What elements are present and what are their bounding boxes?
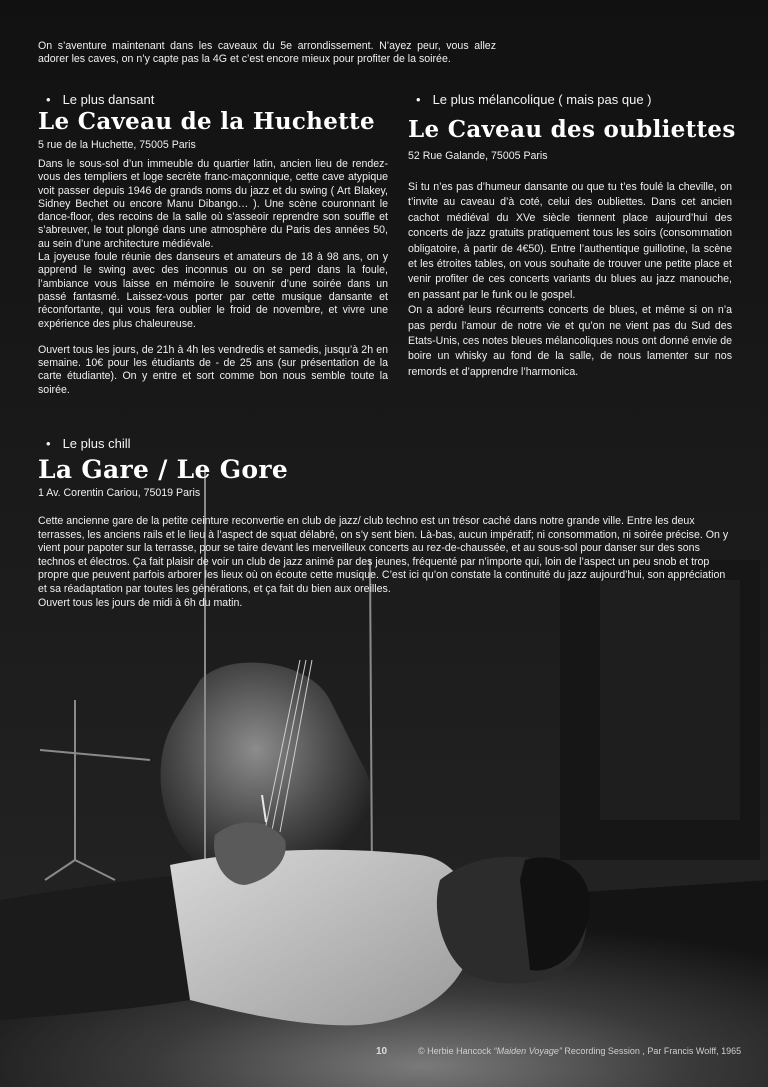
paragraph: Ouvert tous les jours, de 21h à 4h les vendredis et samedis, jusqu’à 2h en semaine. 10€ pour les étudiants de - de 25 ans (sur présentation de la carte étudiante). On y entre et sort comme bon nous semble toute la soirée. [38, 343, 388, 396]
venue-description-huchette [38, 158, 388, 397]
paragraph: Ouvert tous les jours de midi à 6h du matin. [38, 596, 243, 609]
venue-title-la-gare: La Gare / Le Gore [38, 455, 289, 484]
spacer [38, 331, 388, 344]
intro-text: On s’aventure maintenant dans les caveaux du 5e arrondissement. N’ayez peur, vous allez adorer les caves, on n’y capte pas la 4G et c’est encore mieux pour profiter de la soirée. [38, 40, 496, 66]
credit-prefix: © Herbie Hancock [418, 1046, 494, 1056]
photo-credit [418, 1046, 741, 1056]
paragraph: Cette ancienne gare de la petite ceinture reconvertie en club de jazz/ club techno est un trésor caché dans notre grande ville. Entre les deux terrasses, les anciens rails et le lieu à l’aspect de squat délabré, on s’y sent bien. Là-bas, aucun impératif; ni consommation, ni soirée précise. On y vient pour papoter sur la terrasse, pour se taire devant les merveilleux concerts au rez-de-chaussée, et au sous-sol pour danser sur des sons technos et électros. Ça fait plaisir de voir un club de jazz animé par des jeunes, fréquenté par n’importe qui, loin de l’aspect un peu snob et trop propre que peuvent parfois arborer les lieux où on écoute cette musique. C’est ici qu’on constate la continuité du jazz aujourd’hui, son appréciation et sa réadaptation par toutes les générations, et ça fait du bien aux oreilles. [38, 515, 729, 595]
venue-description-la-gare [38, 515, 736, 610]
credit-suffix: Recording Session , Par Francis Wolff, 1965 [561, 1046, 742, 1056]
paragraph: On a adoré leurs récurrents concerts de blues, et même si on n’a pas perdu l’amour de notre vie et qu’on ne vient pas du Sud des Etats-Unis, ces notes bleues mélancoliques nous ont donné envie de boire un whisky au fond de la salle, de nous lamenter sur nos remords et d’apprendre l’harmonica. [408, 304, 732, 378]
venue-title-oubliettes: Le Caveau des oubliettes [408, 116, 736, 143]
venue-address-huchette: 5 rue de la Huchette, 75005 Paris [38, 139, 196, 151]
paragraph: Dans le sous-sol d’un immeuble du quartier latin, ancien lieu de rendez-vous des templiers et loge secrète franc-maçonnique, cette cave atypique voit passer depuis 1946 de grands noms du jazz et du swing ( Art Blakey, Sidney Bechet ou encore Manu Dibango… ). Une scène couronnant le dance-floor, des recoins de la salle où s’asseoir reprendre son souffle et s’abreuver, le tout plongé dans une atmosphère du Paris des années 50, au sein d’une architecture médiévale. [38, 158, 388, 250]
category-le-plus-dansant: • Le plus dansant [46, 92, 154, 107]
page-number: 10 [376, 1046, 388, 1057]
paragraph: Si tu n’es pas d’humeur dansante ou que tu t’es foulé la cheville, on t’invite au caveau d’à coté, celui des oubliettes. Dans cet ancien cachot médiéval du XVe siècle tiennent place aujourd’hui des concerts de jazz gratuits pratiquement tous les soirs (consommation obligatoire, à partir de 4€50). Entre l’authentique guillotine, la scène et les étroites tables, on vous souhaite de trouver une petite place et venir profiter de ces concerts variants du blues au jazz manouche, en passant par le funk ou le gospel. [408, 181, 732, 301]
category-le-plus-chill: • Le plus chill [46, 436, 131, 451]
credit-album: “Maiden Voyage” [493, 1046, 562, 1056]
venue-address-oubliettes: 52 Rue Galande, 75005 Paris [408, 150, 548, 162]
venue-address-la-gare: 1 Av. Corentin Cariou, 75019 Paris [38, 487, 201, 499]
category-le-plus-melancolique: • Le plus mélancolique ( mais pas que ) [416, 92, 652, 107]
venue-description-oubliettes [408, 180, 732, 380]
venue-title-huchette: Le Caveau de la Huchette [38, 108, 375, 135]
paragraph: La joyeuse foule réunie des danseurs et amateurs de 18 à 98 ans, on y apprend le swing avec des inconnus ou on se perd dans la foule, l’ambiance vous laisse en mémoire le souvenir d’une soirée dans un passé fantasmé. Laissez-vous porter par cette musique dansante et réconfortante, qui vous fera oublier le froid de novembre, et vivre une expérience des plus chaleureuse. [38, 251, 388, 330]
